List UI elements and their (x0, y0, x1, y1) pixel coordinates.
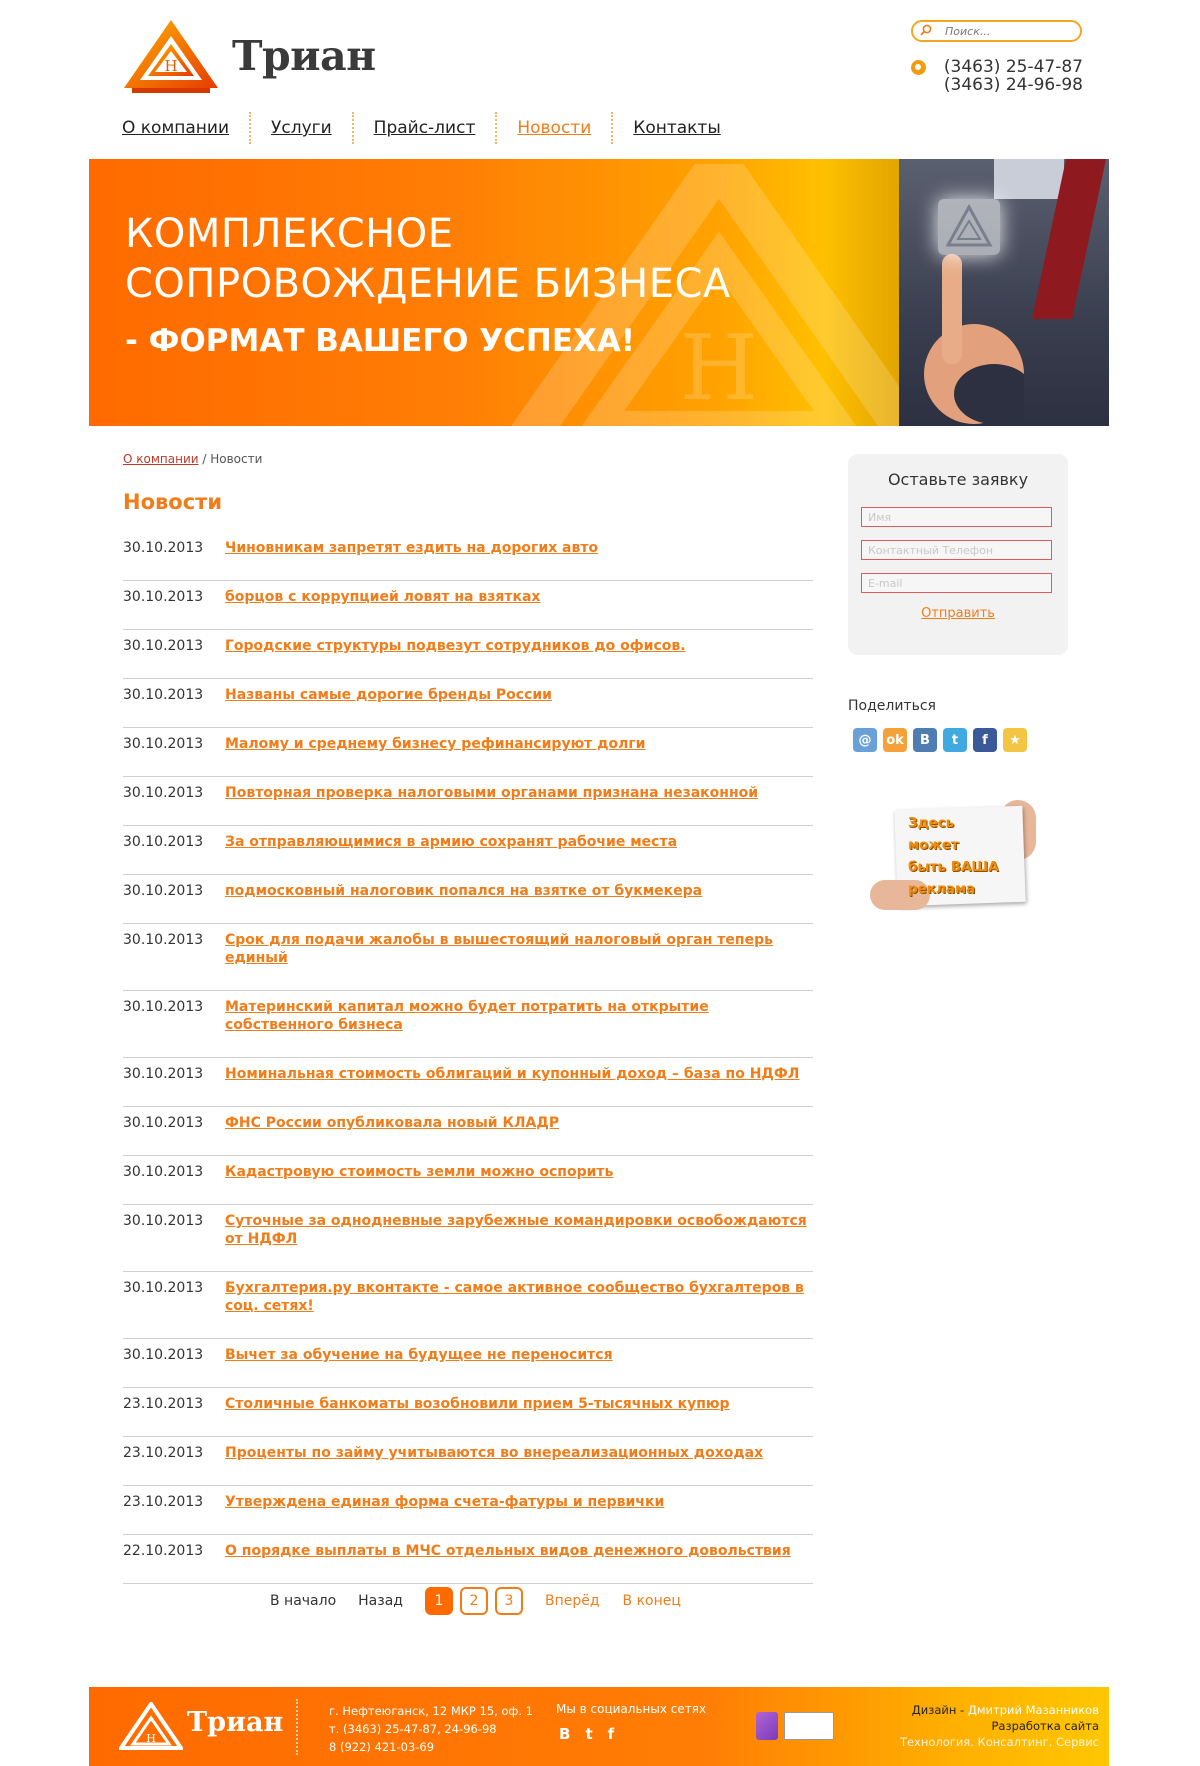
share-label: Поделиться (848, 698, 936, 714)
news-date: 23.10.2013 (123, 1494, 204, 1510)
share-buttons (853, 728, 1033, 752)
vkontakte-icon[interactable]: B (913, 728, 937, 752)
twitter-icon[interactable]: t (943, 728, 967, 752)
designer-link[interactable]: Дмитрий Мазанников (967, 1703, 1099, 1717)
ad-line-1: Здесь (908, 815, 955, 831)
name-field[interactable] (861, 507, 1052, 527)
news-item (123, 679, 813, 728)
logo-text: Триан (232, 32, 376, 80)
news-item (123, 1058, 813, 1107)
logo-triangle-icon (122, 18, 220, 94)
search-box[interactable] (911, 20, 1082, 42)
news-item (123, 991, 813, 1058)
phone-number-1: (3463) 25-47-87 (943, 57, 1083, 77)
footer-divider (296, 1699, 298, 1755)
footer-address (329, 1702, 533, 1756)
news-title-link[interactable]: Чиновникам запретят ездить на дорогих авто (225, 540, 599, 556)
odnoklassniki-icon[interactable]: ok (883, 728, 907, 752)
banner-headline-line-1: КОМПЛЕКСНОЕ (125, 211, 454, 257)
footer-logo-text: Триан (187, 1707, 284, 1738)
news-title-link[interactable]: Материнский капитал можно будет потратить на открытие собственного бизнеса (225, 999, 709, 1033)
news-date: 30.10.2013 (123, 999, 204, 1015)
news-title-link[interactable]: Проценты по займу учитываются во внереализационных доходах (225, 1445, 764, 1461)
footer-mobile-line: 8 (922) 421-03-69 (329, 1740, 435, 1754)
banner-hand-image (904, 254, 1024, 424)
news-item (123, 1107, 813, 1156)
breadcrumb-current: Новости (210, 452, 263, 466)
news-title-link[interactable]: Утверждена единая форма счета-фатуры и первички (225, 1494, 665, 1510)
news-title-link[interactable]: Малому и среднему бизнесу рефинансируют долги (225, 736, 646, 752)
phone-block (911, 58, 1083, 94)
news-date: 30.10.2013 (123, 589, 204, 605)
breadcrumb (123, 452, 262, 466)
news-title-link[interactable]: Номинальная стоимость облигаций и купонный доход – база по НДФЛ (225, 1066, 800, 1082)
main-nav (122, 112, 721, 144)
phone-icon (911, 60, 926, 75)
nav-divider (249, 112, 251, 144)
design-label: Дизайн - (911, 1703, 968, 1717)
ad-text (908, 812, 1018, 900)
dev-label[interactable]: Разработка сайта (991, 1719, 1099, 1733)
footer (89, 1687, 1109, 1766)
news-date: 30.10.2013 (123, 785, 204, 801)
banner-tagline: - ФОРМАТ ВАШЕГО УСПЕХА! (125, 323, 636, 359)
news-item (123, 777, 813, 826)
news-title-link[interactable]: Названы самые дорогие бренды России (225, 687, 552, 703)
favorites-star-icon[interactable]: ★ (1003, 728, 1027, 752)
news-date: 30.10.2013 (123, 834, 204, 850)
news-item (123, 1205, 813, 1272)
pagination-page-1[interactable]: 1 (425, 1587, 453, 1615)
news-title-link[interactable]: Городские структуры подвезут сотрудников до офисов. (225, 638, 686, 654)
svg-text:H: H (164, 57, 178, 75)
footer-logo-icon[interactable] (119, 1702, 183, 1752)
pagination (270, 1587, 689, 1615)
news-title-link[interactable]: Столичные банкоматы возобновили прием 5-тысячных купюр (225, 1396, 730, 1412)
news-date: 22.10.2013 (123, 1543, 204, 1559)
news-title-link[interactable]: О порядке выплаты в МЧС отдельных видов денежного довольствия (225, 1543, 791, 1559)
news-title-link[interactable]: Суточные за однодневные зарубежные командировки освобождаются от НДФЛ (225, 1213, 807, 1247)
nav-item-news[interactable]: Новости (517, 118, 592, 138)
liveinternet-counter-icon[interactable] (756, 1712, 778, 1740)
svg-text:H: H (146, 1732, 156, 1745)
news-item (123, 1388, 813, 1437)
news-date: 30.10.2013 (123, 1347, 204, 1363)
news-date: 30.10.2013 (123, 638, 204, 654)
nav-item-about[interactable]: О компании (122, 118, 230, 138)
pagination-page-2[interactable]: 2 (460, 1587, 488, 1615)
news-item (123, 1339, 813, 1388)
breadcrumb-separator: / (198, 452, 211, 466)
footer-social-icons (559, 1725, 629, 1743)
ad-line-3: быть ВАША (908, 859, 999, 875)
ad-line-2: может (908, 837, 959, 853)
news-date: 23.10.2013 (123, 1396, 204, 1412)
news-item (123, 1272, 813, 1339)
pagination-page-3[interactable]: 3 (495, 1587, 523, 1615)
news-date: 30.10.2013 (123, 1164, 204, 1180)
footer-social-label: Мы в социальных сетях (556, 1702, 707, 1716)
news-item (123, 875, 813, 924)
banner-touch-button-icon (938, 199, 1000, 255)
footer-phone-line: т. (3463) 25-47-87, 24-96-98 (329, 1722, 497, 1736)
news-item (123, 1486, 813, 1535)
news-item (123, 532, 813, 581)
page-title: Новости (123, 490, 223, 514)
news-item (123, 1156, 813, 1205)
banner-shirt-image (994, 159, 1064, 199)
search-icon[interactable] (920, 24, 932, 36)
news-date: 30.10.2013 (123, 1066, 204, 1082)
news-date: 30.10.2013 (123, 540, 204, 556)
news-item (123, 630, 813, 679)
news-title-link[interactable]: Срок для подачи жалобы в вышестоящий налоговый орган теперь единый (225, 932, 773, 966)
site-logo[interactable] (122, 18, 376, 94)
nav-item-services[interactable]: Услуги (271, 118, 332, 138)
news-date: 30.10.2013 (123, 1280, 204, 1296)
news-title-link[interactable]: Повторная проверка налоговыми органами признана незаконной (225, 785, 759, 801)
pagination-last[interactable]: В конец (622, 1593, 681, 1609)
news-date: 30.10.2013 (123, 687, 204, 703)
submit-button[interactable]: Отправить (921, 606, 995, 621)
request-form (848, 454, 1068, 655)
news-date: 30.10.2013 (123, 932, 204, 948)
news-item (123, 826, 813, 875)
svg-text:H: H (679, 316, 759, 421)
news-title-link[interactable]: борцов с коррупцией ловят на взятках (225, 589, 541, 605)
nav-divider (352, 112, 354, 144)
mail-ru-icon[interactable]: @ (853, 728, 877, 752)
request-form-title: Оставьте заявку (887, 470, 1029, 489)
banner-headline-line-2: СОПРОВОЖДЕНИЕ БИЗНЕСА (125, 261, 731, 307)
news-item (123, 1437, 813, 1486)
nav-item-price-list[interactable]: Прайс-лист (373, 118, 476, 138)
news-title-link[interactable]: Вычет за обучение на будущее не переносится (225, 1347, 613, 1363)
email-field[interactable] (861, 573, 1052, 593)
ad-banner[interactable] (870, 800, 1045, 918)
news-date: 30.10.2013 (123, 736, 204, 752)
nav-divider (611, 112, 613, 144)
facebook-icon[interactable]: f (973, 728, 997, 752)
news-date: 30.10.2013 (123, 1115, 204, 1131)
hero-banner (89, 159, 1109, 426)
phone-number-2: (3463) 24-96-98 (943, 75, 1083, 95)
facebook-icon[interactable]: f (607, 1725, 615, 1743)
phone-field[interactable] (861, 540, 1052, 560)
news-title-link[interactable]: Бухгалтерия.ру вконтакте - самое активное сообщество бухгалтеров в соц. сетях! (225, 1280, 804, 1314)
news-date: 23.10.2013 (123, 1445, 204, 1461)
nav-divider (495, 112, 497, 144)
ad-line-4: реклама (908, 881, 976, 897)
news-title-link[interactable]: Кадастровую стоимость земли можно оспорить (225, 1164, 614, 1180)
pagination-prev[interactable]: Назад (358, 1593, 403, 1609)
twitter-icon[interactable]: t (585, 1725, 593, 1743)
news-item (123, 581, 813, 630)
news-list (123, 532, 813, 1584)
news-title-link[interactable]: подмосковный налоговик попался на взятке от букмекера (225, 883, 703, 899)
footer-credits (809, 1702, 1099, 1750)
news-item (123, 1535, 813, 1584)
vkontakte-icon[interactable]: B (559, 1725, 571, 1743)
pagination-first[interactable]: В начало (270, 1593, 337, 1609)
footer-address-line: г. Нефтеюганск, 12 МКР 15, оф. 1 (329, 1704, 533, 1718)
news-item (123, 924, 813, 991)
news-title-link[interactable]: За отправляющимися в армию сохранят рабочие места (225, 834, 678, 850)
news-title-link[interactable]: ФНС России опубликовала новый КЛАДР (225, 1115, 560, 1131)
news-date: 30.10.2013 (123, 883, 204, 899)
search-input[interactable] (945, 23, 1075, 39)
breadcrumb-link-about[interactable]: О компании (123, 452, 199, 466)
nav-item-contacts[interactable]: Контакты (633, 118, 721, 138)
pagination-next[interactable]: Вперёд (544, 1593, 600, 1609)
news-item (123, 728, 813, 777)
news-date: 30.10.2013 (123, 1213, 204, 1229)
footer-slogan: Технология. Консалтинг. Сервис (899, 1735, 1099, 1749)
